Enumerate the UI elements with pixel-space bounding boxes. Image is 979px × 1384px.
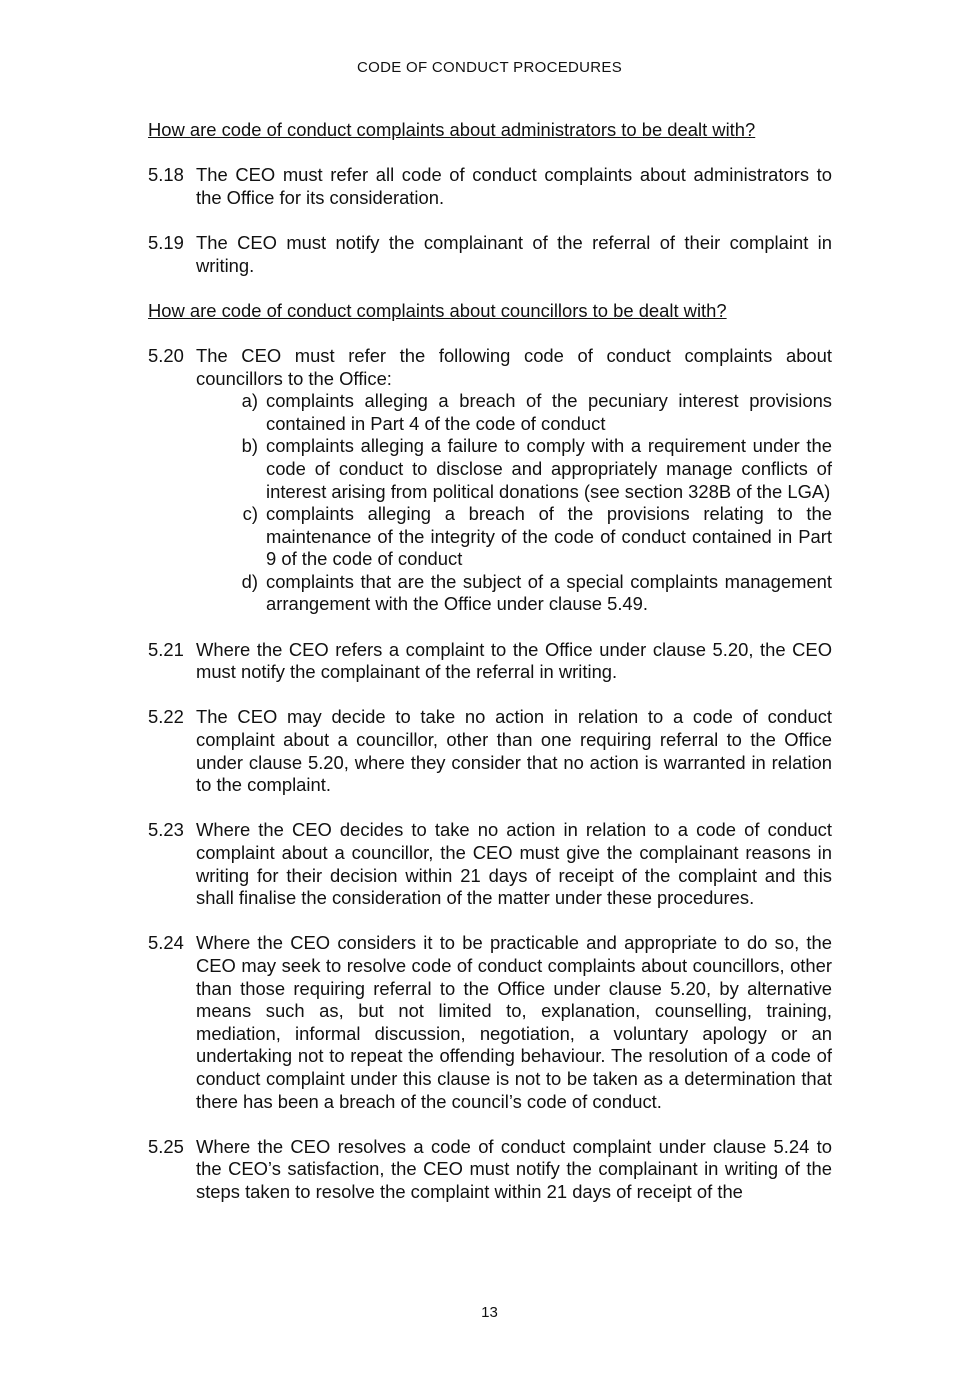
clause-text: The CEO must refer the following code of conduct complaints about councillors to the Office:: [196, 344, 832, 389]
clause-number: 5.23: [148, 819, 184, 841]
clause-number: 5.18: [148, 164, 184, 186]
clause-text: Where the CEO decides to take no action in relation to a code of conduct complaint about a councillor, the CEO must give the complainant reasons in writing for their decision within 21 days of receipt of the complaint and this shall finalise the consideration of the matter under these procedures.: [196, 819, 832, 909]
clause-sublist: [196, 390, 832, 616]
clause-number: 5.20: [148, 344, 184, 366]
running-header: CODE OF CONDUCT PROCEDURES: [356, 59, 623, 76]
list-item-text: complaints alleging a breach of the provisions relating to the maintenance of the integrity of the code of conduct contained in Part 9 of the code of conduct: [266, 503, 832, 570]
list-item-letter: c): [242, 503, 258, 525]
page-number: 13: [481, 1304, 498, 1321]
list-item-text: complaints alleging a failure to comply with a requirement under the code of conduct to disclose and appropriately manage conflicts of interest arising from political donations (see section 328B of the LGA): [266, 435, 832, 502]
clause-number: 5.22: [148, 706, 184, 728]
clause-text: The CEO may decide to take no action in relation to a code of conduct complaint about a councillor, other than one requiring referral to the Office under clause 5.20, where they consider that no action is warranted in relation to the complaint.: [196, 706, 832, 796]
clause-5-25: [148, 1136, 832, 1204]
section-heading-councillors: How are code of conduct complaints about councillors to be dealt with?: [148, 299, 727, 321]
list-item: [196, 435, 832, 503]
list-item-text: complaints that are the subject of a special complaints management arrangement with the Office under clause 5.49.: [266, 570, 832, 615]
clause-number: 5.24: [148, 932, 184, 954]
list-item: [196, 503, 832, 571]
list-item-letter: d): [241, 570, 258, 592]
clause-text: The CEO must notify the complainant of the referral of their complaint in writing.: [196, 231, 832, 276]
clause-5-18: [148, 164, 832, 209]
clause-5-23: [148, 819, 832, 909]
section-heading-administrators: How are code of conduct complaints about administrators to be dealt with?: [148, 119, 756, 140]
clause-5-21: [148, 639, 832, 684]
clause-5-20: [148, 345, 832, 616]
clause-number: 5.25: [148, 1135, 184, 1157]
clause-text: The CEO must refer all code of conduct complaints about administrators to the Office for its consideration.: [196, 164, 832, 208]
list-item: [196, 571, 832, 616]
clause-5-22: [148, 706, 832, 796]
list-item: [196, 390, 832, 435]
clause-text: Where the CEO resolves a code of conduct complaint under clause 5.24 to the CEO’s satisfaction, the CEO must notify the complainant in writing of the steps taken to resolve the complaint within 21 days of receipt of the: [196, 1135, 832, 1202]
document-body: [148, 119, 832, 1204]
clause-5-19: [148, 232, 832, 277]
clause-number: 5.19: [148, 231, 184, 253]
clause-5-24: [148, 932, 832, 1113]
list-item-letter: b): [241, 435, 258, 457]
clause-text: Where the CEO considers it to be practicable and appropriate to do so, the CEO may seek to resolve code of conduct complaints about councillors, other than those requiring referral to the Office under clause 5.20, by alternative means such as, but not limited to, explanation, counselling, training, mediation, informal discussion, negotiation, a voluntary apology or an undertaking not to repeat the offending behaviour. The resolution of a code of conduct complaint under this clause is not to be taken as a determination that there has been a breach of the council’s code of conduct.: [196, 932, 832, 1112]
clause-number: 5.21: [148, 638, 184, 660]
clause-text: Where the CEO refers a complaint to the Office under clause 5.20, the CEO must notify the complainant of the referral in writing.: [196, 638, 832, 683]
list-item-letter: a): [241, 390, 258, 412]
list-item-text: complaints alleging a breach of the pecuniary interest provisions contained in Part 4 of the code of conduct: [266, 390, 832, 434]
